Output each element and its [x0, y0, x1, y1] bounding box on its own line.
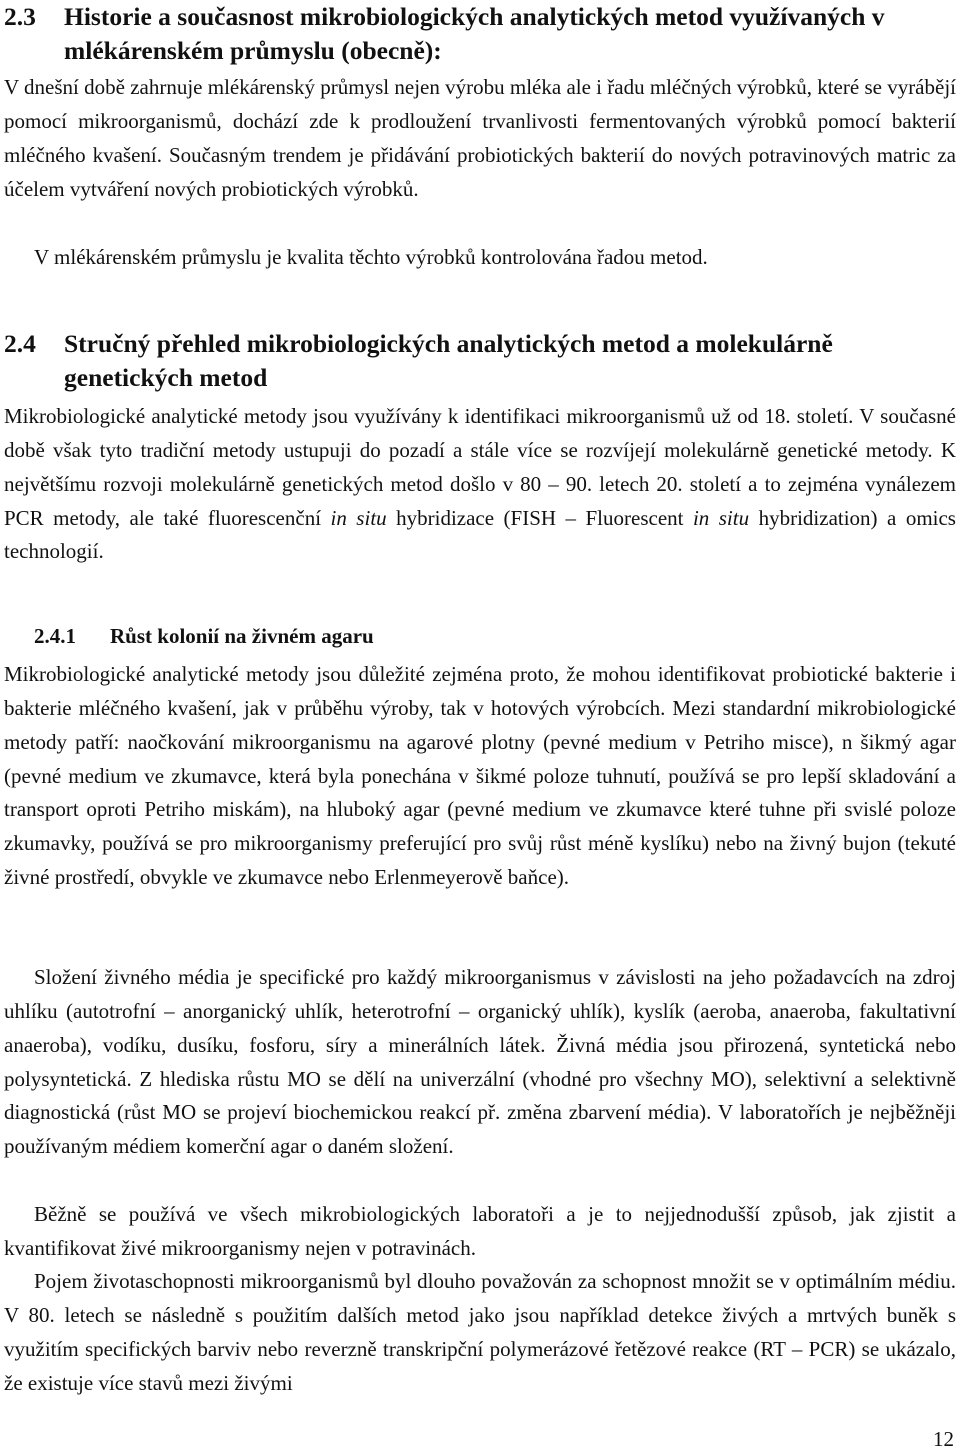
section-2-4-heading — [4, 327, 956, 395]
italic-term: in situ — [330, 505, 387, 530]
section-title: Růst kolonií na živném agaru — [110, 624, 374, 648]
paragraph-text: Mikrobiologické analytické metody jsou využívány k identifikaci mikroorganismů už od 18. století. V současné době však tyto tradiční metody ustupuji do pozadí a stále více se rozvíjejí molekulárně genetické metody. K největšímu rozvoji molekulárně genetických metod došlo v 80 – 90. letech 20. století a to zejména vynálezem PCR metody, ale také fluorescenční — [4, 404, 956, 530]
paragraph: Pojem životaschopnosti mikroorganismů byl dlouho považován za schopnost množit se v optimálním médiu. V 80. letech se následně s použitím dalších metod jako jsou například detekce živých a mrtvých buněk s využitím specifických barviv nebo reverzně transkripční polymerázové řetězové reakce (RT – PCR) se ukázalo, že existuje více stavů mezi živými — [4, 1269, 956, 1395]
paragraph: Mikrobiologické analytické metody jsou důležité zejména proto, že mohou identifikovat probiotické bakterie i bakterie mléčného kvašení, jak v průběhu výroby, tak v hotových výrobcích. Mezi standardní mikrobiologické metody patří: naočkování mikroorganismu na agarové plotny (pevné medium v Petriho misce), n šikmý agar (pevné medium ve zkumavce, která byla ponechána v šikmé poloze tuhnutí, používá se pro lepší skladování a transport oproti Petriho miskám), na hluboký agar (pevné medium ve zkumavce které tuhne při svislé poloze zkumavky, používá se pro mikroorganismy preferující pro svůj růst méně kyslíku) nebo na živný bujon (tekuté živné prostředí, obvykle ve zkumavce nebo Erlenmeyerově baňce). — [4, 662, 956, 890]
section-2-4-1-heading — [34, 621, 374, 651]
paragraph: Běžně se používá ve všech mikrobiologických laboratoři a je to nejjednodušší způsob, jak zjistit a kvantifikovat živé mikroorganismy nejen v potravinách. — [4, 1202, 956, 1260]
paragraph: V dnešní době zahrnuje mlékárenský průmysl nejen výrobu mléka ale i řadu mléčných výrobků, které se vyrábějí pomocí mikroorganismů, dochází zde k prodloužení trvanlivosti fermentovaných výrobků pomocí bakterií mléčného kvašení. Současným trendem je přidávání probiotických bakterií do nových potravinových matric za účelem vytváření nových probiotických výrobků. — [4, 75, 956, 201]
section-2-3-heading — [4, 0, 956, 68]
section-title: Historie a současnost mikrobiologických analytických metod využívaných v mlékárenském průmyslu (obecně): — [64, 2, 885, 65]
paragraph: V mlékárenském průmyslu je kvalita těchto výrobků kontrolována řadou metod. — [34, 245, 708, 269]
section-number: 2.4.1 — [34, 624, 76, 648]
paragraph-text: hybridization) a omics technologií. — [4, 505, 956, 564]
paragraph — [4, 400, 956, 569]
paragraph: Složení živného média je specifické pro každý mikroorganismus v závislosti na jeho požadavcích na zdroj uhlíku (autotrofní – anorganický uhlík, heterotrofní – organický uhlík), kyslík (aeroba, anaeroba, fakultativní anaeroba), vodíku, dusíku, fosforu, síry a minerálních látek. Živná média jsou přirozená, syntetická nebo polysyntetická. Z hlediska růstu MO se dělí na univerzální (vhodné pro všechny MO), selektivní a selektivně diagnostická (růst MO se projeví biochemickou reakcí př. změna zbarvení média). V laboratořích je nejběžněji používaným médiem komerční agar o daném složení. — [4, 965, 956, 1159]
section-number: 2.3 — [4, 2, 36, 31]
section-number: 2.4 — [4, 329, 36, 358]
paragraph-text: hybridizace (FISH – Fluorescent — [386, 505, 693, 530]
page-number: 12 — [933, 1427, 954, 1451]
italic-term: in situ — [692, 505, 750, 530]
section-title: Stručný přehled mikrobiologických analytických metod a molekulárně genetických metod — [64, 329, 833, 392]
